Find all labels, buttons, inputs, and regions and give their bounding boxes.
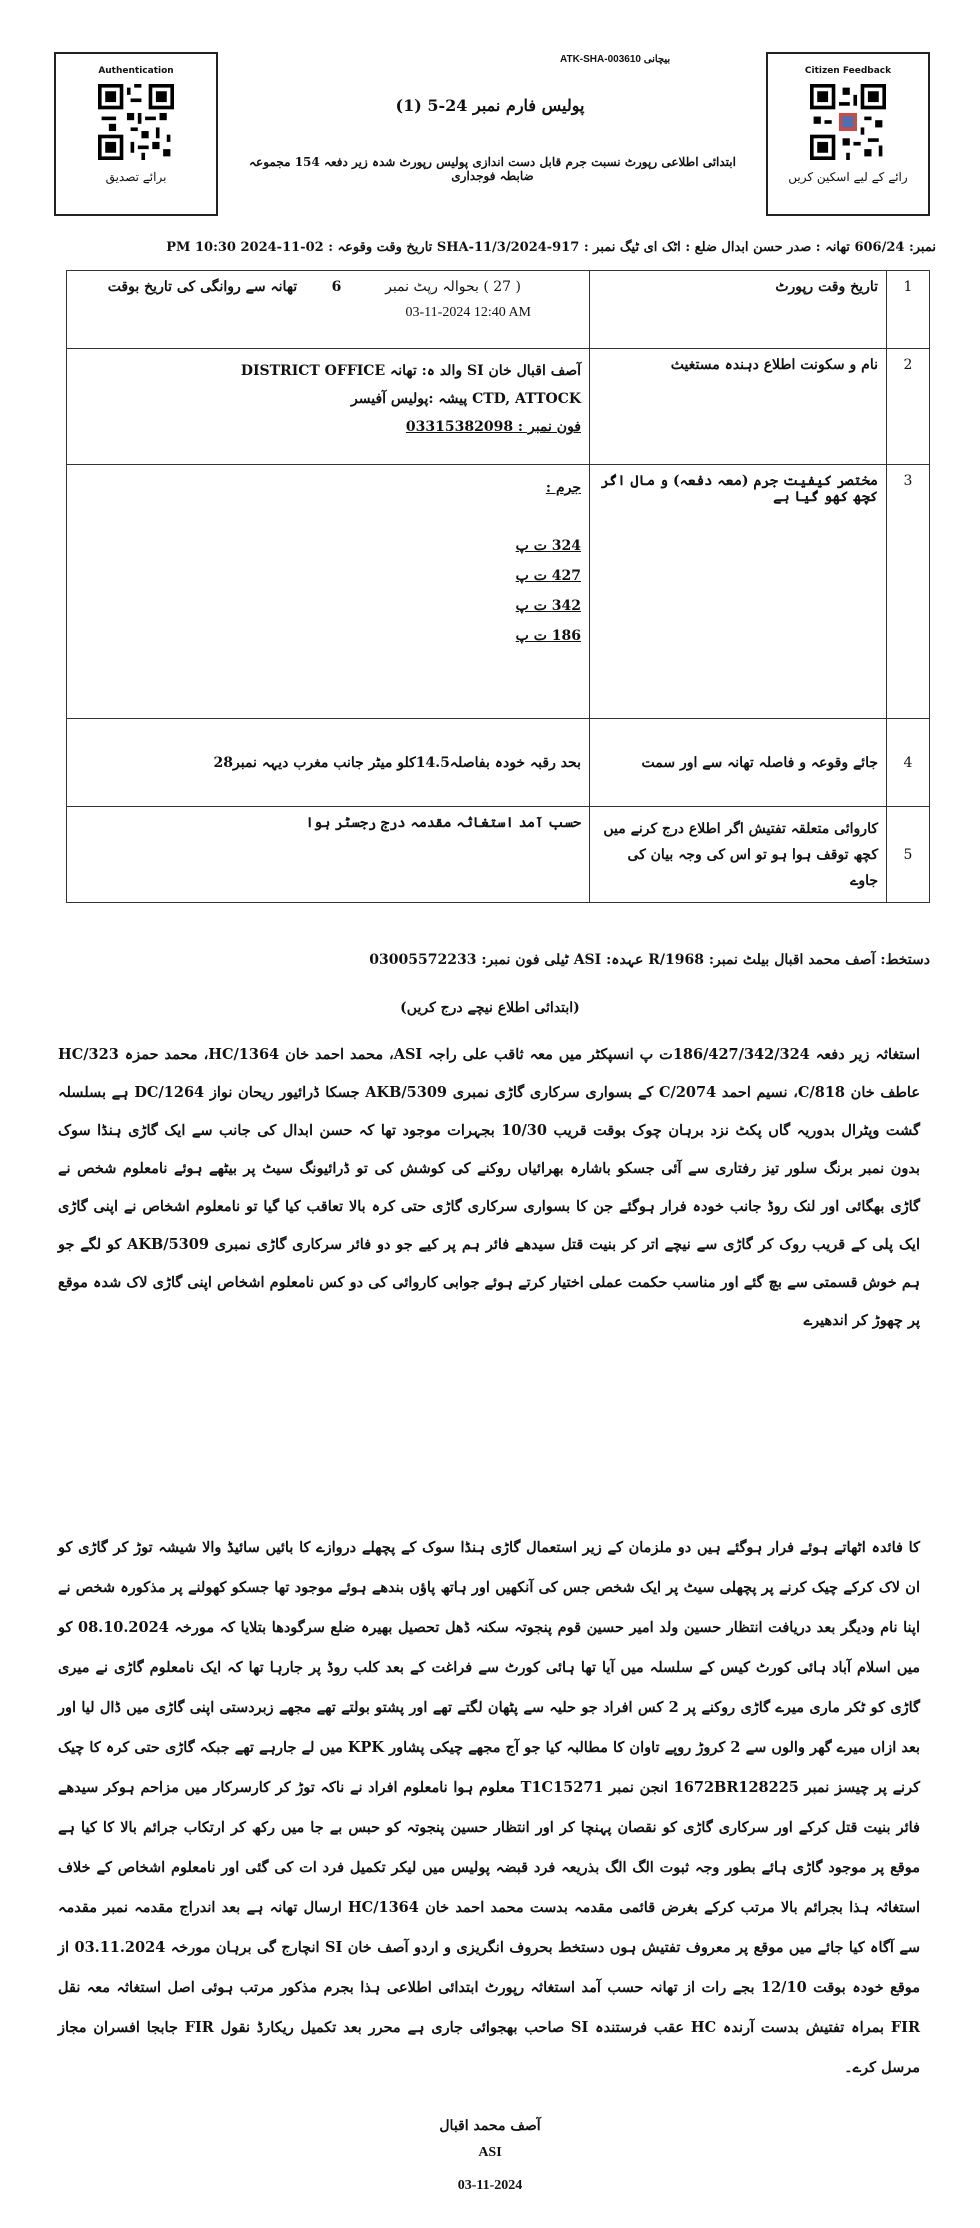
- narrative-paragraph-2: کا فائدہ اٹھاتے ہوئے فرار ہوگئے ہیں دو ملزمان کے زیر استعمال گاڑی ہنڈا سوک کے پچھلے دروازے کا بائیں سائیڈ والا شیشہ توڑ کر گاڑی کو ان لاک کرکے چیک کرنے پر پچھلی سیٹ پر ایک شخص جس کی آنکھیں اور ہاتھ پاؤں بندھے ہوئے موجود تھا جسکو کھولنے پر مذکورہ شخص نے اپنا نام ودیگر بعد دریافت انتظار حسین ولد امیر حسین قوم پنجوتہ سکنہ ڈھل تحصیل بھیرہ ضلع سرگودھا بتلایا کہ مورخہ 08.10.2024 کو میں اسلام آباد ہائی کورٹ کیس کے سلسلہ میں آیا تھا ہائی کورٹ سے فراغت کے بعد کلب روڈ پر جارہا تھا کہ ایک نامعلوم گاڑی نے میری گاڑی کو ٹکر ماری میرے گاڑی روکنے پر 2 کس افراد جو حلیہ سے پٹھان لگتے تھے اور پشتو بولتے تھے مجھے زبردستی اپنی گاڑی میں ڈال لیا اور بعد ازاں میرے گھر والوں سے 2 کروڑ روپے تاوان کا مطالبہ کیا جو آج مجھے چیکی پشاور KPK میں لے جارہے تھے جبکہ گاڑی حتی کرہ کا چیک کرنے پر چیسز نمبر 1672BR128225 انجن نمبر T1C15271 معلوم ہوا نامعلوم افراد نے ناکہ توڑ کر کارسرکار میں مزاحم ہوکر سیدھے فائر بنیت قتل کرکے اور سرکاری گاڑی کو نقصان پہنچا کر اور انتظار حسین پنجوتہ کو حبس بے جا میں رکھ کر ارتکاب جرائم بالا کا کیا ہے موقع پر موجود گاڑی ہائے بطور وجہ ثبوت الگ الگ بذریعہ فرد قبضہ پولیس میں لیکر تکمیل فرد ات کی گئی اور نامعلوم اشخاص کے خلاف استغاثہ ہذا بجرائم بالا مرتب کرکے بغرض قائمی مقدمہ بدست محمد احمد خان HC/1364 ارسال تھانہ ہے بعد اندراج مقدمہ نمبر مقدمہ سے آگاہ کیا جائے میں موقع پر معروف تفتیش ہوں دستخط بحروف انگریزی و اردو آصف خان SI انچارج گی برہان مورخہ 03.11.2024 از موقع خودہ بوقت 12/10 بجے رات از تھانہ حسب آمد استغاثہ رپورٹ ابتدائی اطلاعی ہذا بجرم مذکور مرتب ہوئی اصل استغاثہ معہ نقل FIR بمراہ تفتیش بدست آرندہ HC عقب فرستندہ SI صاحب بھجوائی جاری ہے محرر بعد تکمیل ریکارڈ نقول FIR جابجا افسران مجاز مرسل کرے۔: [58, 1539, 921, 2076]
- crime-section: 186 ت پ: [515, 628, 581, 644]
- qr-footer: رائے کے لیے اسکین کریں: [788, 170, 908, 184]
- departure-cell: [67, 271, 350, 349]
- form-subtitle: ابتدائی اطلاعی رپورٹ نسبت جرم قابل دست اندازی پولیس رپورٹ شدہ زیر دفعہ 154 مجموعہ ضابطہ فوجداری: [249, 155, 736, 183]
- qr-caption: Citizen Feedback: [804, 66, 892, 76]
- complainant-name: آصف اقبال خان SI والد ہ: تھانہ DISTRICT OFFICE: [240, 363, 581, 379]
- table-row: [67, 271, 930, 349]
- crime-cell: [67, 465, 590, 719]
- crime-heading: جرم :: [545, 480, 581, 496]
- reference-number: ATK-SHA-003610 بیچانی: [560, 54, 671, 65]
- report-datetime: 03-11-2024 12:40 AM: [405, 305, 531, 320]
- row-number: 5: [887, 807, 930, 903]
- action-cell: حسب آمد استغاثہ مقدمہ درج رجسٹر ہوا: [67, 807, 590, 903]
- table-row: [67, 349, 930, 465]
- entry-note: (ابتدائی اطلاع نیچے درج کریں): [400, 1000, 580, 1016]
- row-label: نام و سکونت اطلاع دہندہ مستغیث: [590, 349, 887, 465]
- fir-meta-line: نمبر: 606/24 تھانہ : صدر حسن ابدال ضلع : اٹک ای ٹیگ نمبر : SHA-11/3/2024-917 تاریخ وقت وقوعہ : 02-11-2024 PM 10:30: [166, 240, 936, 255]
- feedback-qr-code[interactable]: [810, 84, 886, 160]
- closing-name: آصف محمد اقبال: [439, 2118, 541, 2134]
- crime-section: 342 ت پ: [515, 598, 581, 614]
- report-reference: ( 27 ) بحوالہ رپٹ نمبر: [385, 279, 521, 295]
- narrative-paragraph-1: استغاثہ زیر دفعہ 186/427/342/324ت پ انسپکٹر میں معہ ثاقب علی راجہ ASI، محمد احمد خان HC/1364، محمد حمزہ HC/323 عاطف خان C/818، نسیم احمد C/2074 کے بسواری سرکاری گاڑی نمبری AKB/5309 جسکا ڈرائیور ریحان نواز DC/1264 ہے بسلسلہ گشت وپٹرال بدوریہ گاں پکٹ نزد برہان چوک بوقت قریب 10/30 بجہرات موجود تھا کہ حسن ابدال کی جانب سے ایک گاڑی ہنڈا سوک بدون نمبر برنگ سلور تیز رفتاری سے آئی جسکو باشارہ بھرائیاں روکنے کی کوشش کی تو ڈرائیونگ سیٹ پر بیٹھے ہوئے نامعلوم شخص نے گاڑی بھگائی اور لنک روڈ جانب خودہ فرار ہوگئے جن کا بسواری سرکاری گاڑی حتی کرہ بالا تعاقب کیا گیا تو نامعلوم اشخاص نے اپنی گاڑی ایک پلی کے قریب روک کر گاڑی سے نیچے اتر کر بنیت قتل سیدھے فائر ہم پر کیے جو دو فائر سرکاری گاڑی نمبری AKB/5309 کو لگے جو ہم خوش قسمتی سے بچ گئے اور مناسب حکمت عملی اختیار کرتے ہوئے جوابی کاروائی کی دو کس نامعلوم اشخاص اپنی گاڑی لاک شدہ موقع پر چھوڑ کر اندھیرے: [58, 1046, 921, 1329]
- authentication-qr-code[interactable]: [98, 84, 174, 160]
- complainant-cell: [67, 349, 590, 465]
- qr-footer: برائے تصدیق: [105, 170, 167, 184]
- row-number: 1: [887, 271, 930, 349]
- qr-caption: Authentication: [98, 66, 174, 76]
- signature-line: دستخط: آصف محمد اقبال بیلٹ نمبر: R/1968 عہدہ: ASI ٹیلی فون نمبر: 03005572233: [369, 952, 930, 968]
- sub-row-number: 6: [331, 279, 342, 295]
- row-number: 2: [887, 349, 930, 465]
- row-label: تاریخ وقت رپورٹ: [590, 271, 887, 349]
- row-number: 4: [887, 719, 930, 807]
- row-label: جائے وقوعہ و فاصلہ تھانہ سے اور سمت: [590, 719, 887, 807]
- complainant-phone: فون نمبر : 03315382098: [405, 419, 581, 435]
- location-cell: بحد رقبہ خودہ بفاصلہ14.5کلو میٹر جانب مغرب دیہہ نمبر28: [67, 719, 590, 807]
- row-label: کاروائی متعلقہ تفتیش اگر اطلاع درج کرنے میں کچھ توقف ہوا ہو تو اس کی وجہ بیان کی جاوے: [590, 807, 887, 903]
- closing-date: 03-11-2024: [457, 2178, 523, 2193]
- sub-row-label: تھانہ سے روانگی کی تاریخ بوقت: [107, 279, 298, 295]
- table-row: [67, 465, 930, 719]
- citizen-feedback-qr-box: [766, 52, 930, 216]
- table-row: [67, 807, 930, 903]
- row-number: 3: [887, 465, 930, 719]
- table-row: [67, 719, 930, 807]
- complainant-occupation: CTD, ATTOCK پیشہ :پولیس آفیسر: [351, 391, 581, 407]
- fir-details-table: [66, 270, 930, 903]
- closing-rank: ASI: [478, 2145, 502, 2160]
- crime-section: 427 ت پ: [515, 568, 581, 584]
- row-label: مختصر کیفیت جرم (معہ دفعہ) و مال اگر کچھ کھو گیا ہے: [590, 465, 887, 719]
- crime-section: 324 ت پ: [515, 538, 581, 554]
- authentication-qr-box: [54, 52, 218, 216]
- form-title: پولیس فارم نمبر 24-5 (1): [395, 96, 585, 115]
- row-value: [349, 271, 589, 349]
